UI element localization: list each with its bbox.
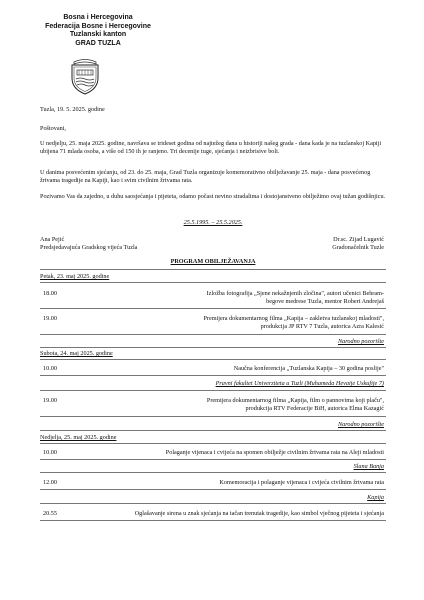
day-label-friday: Petak, 23. maj 2025. godine: [40, 273, 110, 280]
letterhead-city: GRAD TUZLA: [75, 39, 121, 47]
divider: [40, 472, 386, 473]
event-description: Polaganje vijenaca i cvijeća na spomen obilježje civilnim žrtvama rata na Aleji mladosti: [165, 449, 384, 456]
event-time: 10.00: [43, 449, 57, 456]
divider: [40, 489, 386, 490]
event-venue: Kapija: [367, 494, 384, 501]
signatory-left-name: Ana Pejić: [40, 236, 65, 243]
event-time: 12.00: [43, 479, 57, 486]
event-venue: Slana Banja: [353, 463, 384, 470]
event-description: Komemoracija i polaganje vijenaca i cvijeća civilnim žrtvama rata: [219, 479, 384, 486]
memorial-dates: 25.5.1995. – 25.5.2025.: [183, 219, 243, 226]
divider: [40, 359, 386, 360]
event-time: 18.00: [43, 290, 57, 297]
event-description: begove medrese Tuzla, mentor Robert Andrejaš: [266, 298, 384, 305]
program-title: PROGRAM OBILJEŽAVANJA: [170, 258, 256, 265]
signatory-right-title: Gradonačelnik Tuzle: [332, 244, 384, 251]
event-description: Premijera dokumentarnog filma „Kapija, film o pannovima koji plaču",: [206, 397, 384, 404]
divider: [40, 520, 386, 521]
invitation-paragraph: Pozivamo Vas da zajedno, u duhu saosjećanja i pijeteta, odamo počast nevino stradalima i dostojanstveno obilježimo ovaj tužan godišnjicu.: [40, 193, 386, 200]
divider: [40, 334, 386, 335]
letterhead-country: Bosna i Hercegovina: [63, 14, 133, 21]
day-label-sunday: Nedjelja, 25. maj 2025. godine: [40, 434, 117, 441]
event-description: produkcija JP RTV 7 Tuzla, autorica Azra Kalesić: [260, 323, 384, 330]
divider: [40, 503, 386, 504]
event-description: produkcija RTV Federacije BiH, autorica Elma Kazagić: [245, 405, 384, 412]
divider: [40, 443, 386, 444]
event-time: 10.00: [43, 365, 57, 372]
day-label-saturday: Subota, 24. maj 2025. godine: [40, 350, 113, 357]
event-description: Naučna konferencija „Tuzlanska Kapija – 30 godina poslije": [233, 365, 384, 372]
event-description: Izložba fotografija „Sjene nekažnjenih zločina", autori učenici Behram-: [206, 290, 384, 297]
event-venue: Pravni fakultet Univerziteta u Tuzli (Muhameda Hevaije Uskufije 7): [215, 380, 384, 387]
divider: [40, 282, 386, 283]
divider: [40, 390, 386, 391]
event-time: 20.55: [43, 510, 57, 517]
event-time: 19.00: [43, 315, 57, 322]
divider: [40, 459, 386, 460]
letterhead-federation: Federacija Bosne i Hercegovine: [45, 22, 151, 30]
event-venue: Narodno pozorište: [337, 338, 384, 345]
divider: [40, 430, 386, 431]
program-paragraph: U danima posvećenim sjećanju, od 23. do 25. maja, Grad Tuzla organizuje komemorativno obilježavanje 25. maja - dana posvećenog žrtvama tragedije na Kapiji, kao i svim civilnim žrtvama rata.: [40, 169, 371, 184]
event-description: Oglašavanje sirena u znak sjećanja na tačan trenutak tragedije, kao simbol vječnog pijeteta i sjećanja: [134, 510, 384, 517]
salutation: Poštovani,: [40, 125, 66, 132]
event-time: 19.00: [43, 397, 57, 404]
divider: [40, 416, 386, 417]
letterhead-canton: Tuzlanski kanton: [69, 31, 127, 39]
signatory-left-title: Predsjedavajuća Gradskog vijeća Tuzla: [40, 244, 138, 251]
signatory-right-name: Dr.sc. Zijad Lugavić: [333, 236, 384, 243]
letter-date: Tuzla, 19. 5. 2025. godine: [40, 106, 105, 113]
intro-paragraph: U nedjelju, 25. maja 2025. godine, navršava se trideset godina od najtežeg dana u historiji našeg grada - dana kada je na tuzlanskoj Kapiji ubijena 71 mlada osoba, a više od 150 ih je ranjeno. Tri decenije tuge, sjećanja i neizbrisive boli.: [40, 140, 382, 155]
city-coat-of-arms-icon: [66, 56, 104, 96]
event-description: Premijera dokumentarnog filma „Kapija – zakletva tuzlanskoj mladosti",: [203, 315, 384, 322]
letterhead: [38, 14, 158, 48]
divider: [40, 308, 386, 309]
divider: [40, 269, 386, 270]
event-venue: Narodno pozorište: [337, 421, 384, 428]
divider: [40, 375, 386, 376]
divider: [40, 347, 386, 348]
